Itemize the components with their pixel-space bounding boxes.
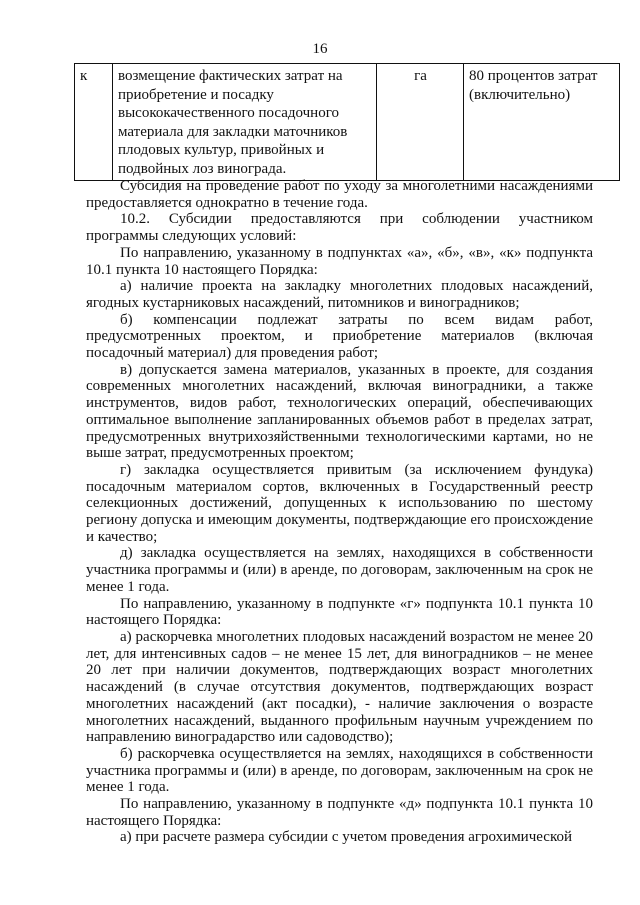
paragraph-uprooting-a: а) раскорчевка многолетних плодовых насаждений возрастом не менее 20 лет, для интенсивных садов – не менее 15 лет, для виноградников – не менее 20 лет при наличии документов, подтверждающих возраст многолетних насаждений (в случае отсутствия документов, подтверждающих возраст многолетних насаждений (акт посадки), - наличие заключения о возрасте многолетних насаждений, выданного профильным научным учреждением по направлению виноградарство или садоводство); — [86, 628, 593, 746]
paragraph-condition-a: а) наличие проекта на закладку многолетних плодовых насаждений, ягодных кустарниковых насаждений, питомников и виноградников; — [86, 278, 593, 311]
table-row — [75, 64, 620, 181]
document-body — [86, 178, 593, 846]
subsidy-rate-table — [74, 63, 620, 181]
paragraph-direction-d: По направлению, указанному в подпункте «д» подпункта 10.1 пункта 10 настоящего Порядка: — [86, 796, 593, 829]
paragraph-10-2: 10.2. Субсидии предоставляются при соблюдении участником программы следующих условий: — [86, 211, 593, 245]
paragraph-condition-b: б) компенсации подлежат затраты по всем видам работ, предусмотренных проектом, и приобретение материалов (включая посадочный материал) для проведения работ; — [86, 311, 593, 362]
paragraph-subsidy-care: Субсидия на проведение работ по уходу за многолетними насаждениями предоставляется однократно в течение года. — [86, 178, 593, 211]
paragraph-condition-v: в) допускается замена материалов, указанных в проекте, для создания современных многолетних насаждений, включая виноградники, а также инструментов, видов работ, технологических операций, обеспечивающих оптимальное выполнение запланированных объемов работ в пределах затрат, предусмотренных внутрихозяйственными технологическими картами, но не выше затрат, предусмотренных проектом; — [86, 361, 593, 462]
row-rate-cell: 80 процентов затрат (включительно) — [464, 64, 620, 181]
paragraph-condition-d: д) закладка осуществляется на землях, находящихся в собственности участника программы и (или) в аренде, по договорам, заключенным на срок не менее 1 года. — [86, 545, 593, 595]
row-letter-cell: к — [75, 64, 113, 181]
row-unit-cell: га — [377, 64, 464, 181]
paragraph-condition-g: г) закладка осуществляется привитым (за исключением фундука) посадочным материалом сортов, включенных в Государственный реестр селекционных достижений, допущенных к использованию по шестому региону допуска и имеющим документы, подтверждающие его происхождение и качество; — [86, 461, 593, 545]
paragraph-uprooting-b: б) раскорчевка осуществляется на землях, находящихся в собственности участника программы и (или) в аренде, по договорам, заключенным на срок не менее 1 года. — [86, 745, 593, 796]
paragraph-direction-g: По направлению, указанному в подпункте «г» подпункта 10.1 пункта 10 настоящего Порядка: — [86, 595, 593, 629]
paragraph-direction-abvk: По направлению, указанному в подпунктах «а», «б», «в», «к» подпункта 10.1 пункта 10 настоящего Порядка: — [86, 244, 593, 278]
row-description-cell: возмещение фактических затрат на приобретение и посадку высококачественного посадочного материала для закладки маточников плодовых культур, привойных и подвойных лоз винограда. — [113, 64, 377, 181]
paragraph-agrochemical-a: а) при расчете размера субсидии с учетом проведения агрохимической — [120, 829, 572, 846]
page-number: 16 — [312, 41, 328, 57]
